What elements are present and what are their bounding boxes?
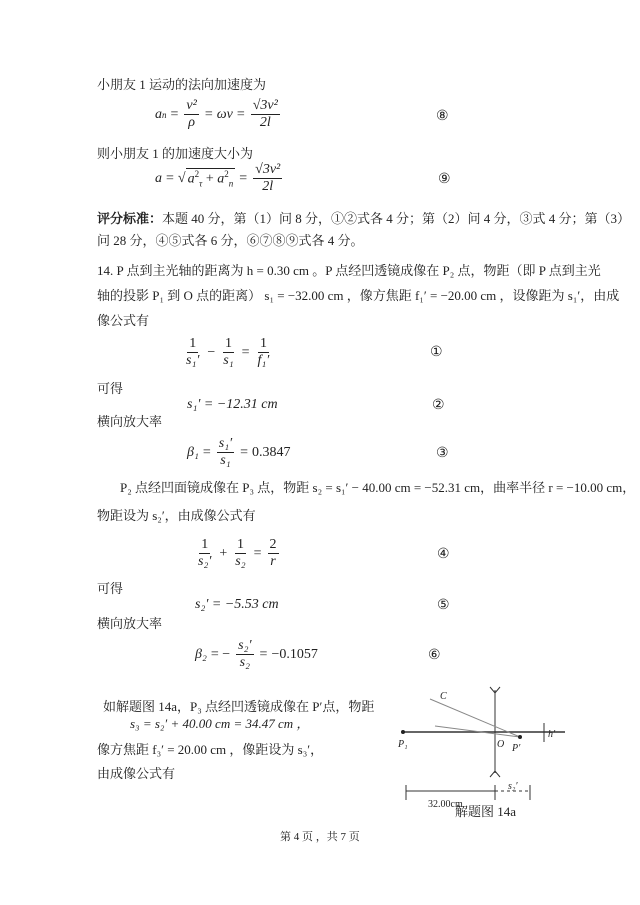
equation-4: $\frac{1}{\text{s₂′}}$ + $\frac{1}{\text{s₂}}$ = $\frac{2}{r}$	[198, 537, 277, 569]
numerator: 1	[189, 336, 197, 351]
denominator: s₁′	[186, 353, 200, 368]
numerator: √3v²	[252, 98, 278, 113]
paragraph: 像方焦距 f₃′ = 20.00 cm ，像距设为 s₃′，	[97, 742, 324, 757]
equation-number: ⑥	[428, 648, 441, 663]
fraction	[184, 98, 198, 131]
denominator: 2l	[259, 115, 271, 130]
equation-number: ①	[430, 345, 443, 360]
equation-number: ③	[436, 446, 449, 461]
fraction	[196, 537, 213, 570]
numerator: 1	[236, 537, 244, 552]
equation-6: β₂ = − $\frac{\text{s₂′}}{\text{s₂}}$ = −0.1057	[195, 638, 318, 670]
eq-term: τ	[199, 178, 203, 189]
denominator: s₁	[220, 453, 231, 468]
radicand: $a^2_\tau + a^2_n$	[187, 169, 234, 189]
equation-number: ⑤	[437, 598, 450, 613]
denominator: s₂	[235, 554, 246, 569]
label-h: h′	[548, 729, 556, 740]
fraction	[217, 436, 234, 469]
paragraph: P₂ 点经凹面镜成像在 P₃ 点，物距 s₂ = s₁′ − 40.00 cm = −52.31 cm，曲率半径 r = −10.00 cm，	[120, 480, 636, 495]
paragraph: 横向放大率	[97, 616, 163, 631]
numerator: s₂′	[238, 638, 252, 653]
eq-term: n	[162, 109, 167, 120]
label-p1: P₁	[398, 739, 408, 750]
paragraph: 14. P 点到主光轴的距离为 h = 0.30 cm 。P 点经凹透镜成像在 P₂ 点，物距（即 P 点到主光	[97, 263, 601, 278]
eq-term: a	[155, 106, 162, 122]
denominator: r	[270, 554, 276, 569]
label-p-prime: P′	[512, 743, 521, 754]
numerator: 1	[201, 537, 209, 552]
equation-1: $\frac{1}{\text{s₁′}}$ − $\frac{1}{\text{s₁}}$ = $\frac{1}{\text{f₁′}}$	[186, 336, 270, 368]
paragraph: s₃ = s₂′ + 40.00 cm = 34.47 cm ，	[130, 716, 310, 731]
equation-number: ④	[437, 547, 450, 562]
numerator: 2	[269, 537, 277, 552]
denominator: ρ	[188, 115, 195, 130]
equation-2	[187, 397, 278, 413]
equation-8: a n = $\frac{\text{v²}}{\rho}$ = ωv = $\frac{\text{√3v²}}{2l}$	[155, 98, 278, 130]
paragraph: 由成像公式有	[97, 766, 176, 781]
denominator: f₁′	[257, 353, 270, 368]
fraction	[253, 162, 282, 195]
eq-term: s₁′ = −12.31 cm	[187, 397, 278, 412]
equation-5	[195, 597, 279, 613]
paragraph: 则小朋友 1 的加速度大小为	[97, 146, 254, 161]
label-s2: s₂′	[508, 781, 518, 792]
paragraph: 像公式有	[97, 313, 150, 328]
equation-number: ⑧	[436, 109, 449, 124]
paragraph: 小朋友 1 运动的法向加速度为	[97, 77, 267, 92]
paragraph: 可得	[97, 381, 124, 396]
figure-caption: 解题图 14a	[455, 804, 517, 819]
equation-number: ⑨	[438, 172, 451, 187]
denominator: 2l	[262, 179, 274, 194]
fraction	[256, 336, 272, 369]
grading-line: 问 28 分，④⑤式各 6 分，⑥⑦⑧⑨式各 4 分。	[97, 233, 364, 248]
eq-term: 2	[224, 169, 229, 180]
numerator: v²	[186, 98, 197, 113]
label-c: C	[440, 691, 447, 702]
fraction	[268, 537, 279, 570]
grading-title: 评分标准：	[97, 211, 163, 226]
paragraph: 可得	[97, 581, 124, 596]
eq-term: a	[187, 171, 195, 187]
denominator: s₁	[223, 353, 234, 368]
equation-9: a = √ $a^2_\tau + a^2_n$ = $\frac{\text{√3v²}}{2l}$	[155, 162, 281, 194]
numerator: s₁′	[218, 436, 233, 451]
eq-term: a	[217, 171, 225, 187]
point-p-prime	[518, 735, 522, 739]
denominator: s₂′	[198, 554, 212, 569]
fraction	[236, 638, 253, 671]
eq-term: a	[155, 170, 162, 186]
eq-term: 2	[194, 169, 200, 180]
paragraph: 横向放大率	[97, 414, 163, 429]
point-p1	[401, 730, 405, 734]
paragraph: 物距设为 s₂′，由成像公式有	[97, 508, 256, 523]
eq-term: β₂	[195, 646, 207, 662]
eq-term: n	[228, 178, 234, 189]
eq-term: 0.3847	[252, 444, 291, 460]
grading-text: 本题 40 分，第（1）问 8 分，①②式各 4 分；第（2）问 4 分，③式 4 分；第（3）	[162, 211, 631, 226]
eq-term: s₂′ = −5.53 cm	[195, 597, 279, 612]
label-distance: 32.00cm	[428, 799, 463, 810]
page-footer: 第 4 页 ，共 7 页	[280, 831, 360, 843]
numerator: √3v²	[255, 162, 281, 177]
numerator: 1	[259, 336, 267, 351]
paragraph: 如解题图 14a，P₃ 点经凹透镜成像在 P′点，物距	[103, 699, 375, 714]
fraction	[184, 336, 201, 369]
label-o: O	[497, 739, 505, 750]
denominator: s₂	[239, 655, 250, 670]
paragraph: 轴的投影 P₁ 到 O 点的距离） s₁ = −32.00 cm ，像方焦距 f₁′ = −20.00 cm ，设像距为 s₁′，由成	[97, 288, 620, 303]
fraction	[221, 336, 235, 369]
eq-term: −0.1057	[271, 646, 318, 662]
grading-line	[97, 211, 630, 227]
eq-term: β₁	[187, 444, 199, 460]
fraction	[251, 98, 280, 131]
eq-term: ωv	[216, 106, 233, 122]
equation-number: ②	[432, 398, 445, 413]
numerator: 1	[224, 336, 232, 351]
fraction	[233, 537, 247, 570]
equation-3: β₁ = $\frac{\text{s₁′}}{\text{s₁}}$ = 0.3847	[187, 436, 291, 468]
